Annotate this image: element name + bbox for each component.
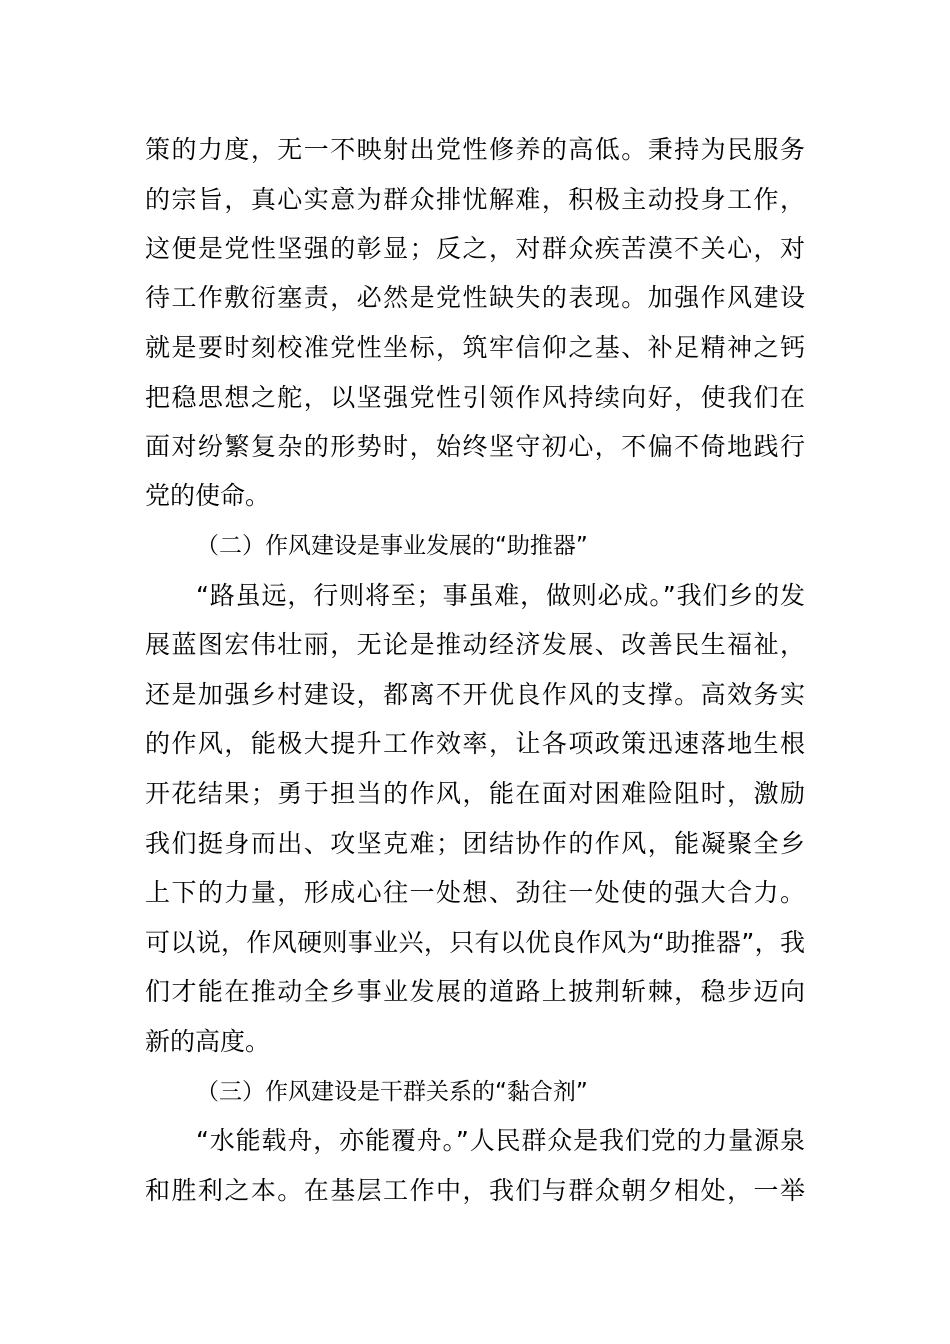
text-line: 还是加强乡村建设，都离不开优良作风的支撑。高效务实 — [145, 680, 805, 709]
section-heading: （三）作风建设是干群关系的“黏合剂” — [196, 1079, 588, 1105]
text-line: “路虽远，行则将至；事虽难，做则必成。”我们乡的发 — [196, 581, 805, 610]
text-line: 上下的力量，形成心往一处想、劲往一处使的强大合力。 — [145, 878, 805, 907]
text-line: “水能载舟，亦能覆舟。”人民群众是我们党的力量源泉 — [196, 1126, 805, 1155]
text-line: 和胜利之本。在基层工作中，我们与群众朝夕相处，一举 — [145, 1176, 805, 1205]
text-line: 策的力度，无一不映射出党性修养的高低。秉持为民服务 — [145, 135, 805, 164]
text-line: 面对纷繁复杂的形势时，始终坚守初心，不偏不倚地践行 — [145, 432, 805, 461]
text-line: 新的高度。 — [145, 1027, 271, 1056]
text-line: 就是要时刻校准党性坐标，筑牢信仰之基、补足精神之钙 — [145, 333, 805, 362]
text-line: 可以说，作风硬则事业兴，只有以优良作风为“助推器”，我 — [145, 928, 805, 957]
text-line: 待工作敷衍塞责，必然是党性缺失的表现。加强作风建设 — [145, 283, 805, 312]
text-line: 开花结果；勇于担当的作风，能在面对困难险阻时，激励 — [145, 779, 805, 808]
text-line: 的宗旨，真心实意为群众排忧解难，积极主动投身工作， — [145, 185, 805, 214]
text-line: 的作风，能极大提升工作效率，让各项政策迅速落地生根 — [145, 729, 805, 758]
text-line: 展蓝图宏伟壮丽，无论是推动经济发展、改善民生福祉， — [145, 630, 805, 659]
text-line: 这便是党性坚强的彰显；反之，对群众疾苦漠不关心，对 — [145, 234, 805, 263]
text-line: 我们挺身而出、攻坚克难；团结协作的作风，能凝聚全乡 — [145, 829, 805, 858]
text-line: 们才能在推动全乡事业发展的道路上披荆斩棘，稳步迈向 — [145, 977, 805, 1006]
section-heading: （二）作风建设是事业发展的“助推器” — [196, 533, 588, 559]
text-line: 党的使命。 — [145, 481, 271, 510]
text-line: 把稳思想之舵，以坚强党性引领作风持续向好，使我们在 — [145, 383, 805, 412]
